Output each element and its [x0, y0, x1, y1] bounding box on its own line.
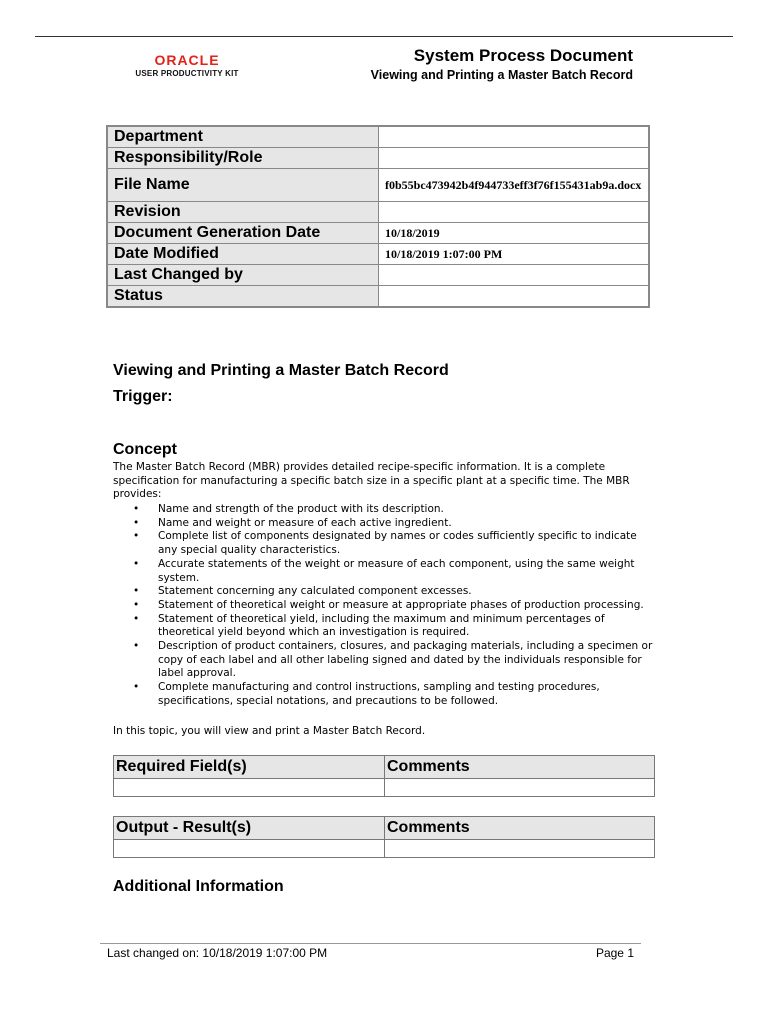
- concept-intro: The Master Batch Record (MBR) provides detailed recipe-specific information. It is a complete specification for manufacturing a specific batch size in a specific plant at a specific time. The MBR provides:: [113, 461, 630, 501]
- bullet-icon: •: [133, 612, 140, 625]
- bullet-icon: •: [133, 530, 140, 543]
- list-item-text: Statement of theoretical weight or measure at appropriate phases of production processing.: [158, 598, 644, 611]
- topic-closing-text: In this topic, you will view and print a Master Batch Record.: [113, 725, 426, 737]
- bullet-icon: •: [133, 585, 140, 598]
- table-cell: [114, 840, 385, 858]
- meta-row-date-modified: [107, 244, 649, 265]
- list-item: [113, 640, 653, 681]
- list-item-text: Description of product containers, closures, and packaging materials, including a specimen or copy of each label and all other labeling signed and dated by the individuals responsible for label approval.: [158, 640, 653, 680]
- list-item: [113, 517, 653, 531]
- document-metadata-table: [106, 125, 650, 308]
- required-fields-table: [113, 755, 655, 797]
- meta-value: 10/18/2019 1:07:00 PM: [379, 244, 650, 265]
- bullet-icon: •: [133, 557, 140, 570]
- column-header-comments: Comments: [385, 817, 655, 840]
- bullet-icon: •: [133, 681, 140, 694]
- meta-row-revision: [107, 202, 649, 223]
- table-cell: [385, 779, 655, 797]
- footer-last-changed: Last changed on: 10/18/2019 1:07:00 PM: [107, 946, 328, 960]
- footer-rule: [100, 943, 641, 944]
- meta-row-last-changed-by: [107, 265, 649, 286]
- additional-info-heading: Additional Information: [113, 878, 284, 895]
- meta-label: Status: [107, 286, 379, 308]
- footer-page-number: Page 1: [595, 946, 634, 960]
- column-header-comments: Comments: [385, 756, 655, 779]
- logo-brand: ORACLE: [154, 52, 220, 68]
- list-item: [113, 558, 653, 585]
- list-item: [113, 599, 653, 613]
- meta-row-role: [107, 148, 649, 169]
- list-item-text: Name and strength of the product with its description.: [158, 503, 444, 515]
- bullet-icon: •: [133, 516, 140, 529]
- concept-heading: Concept: [113, 441, 177, 458]
- meta-row-file-name: [107, 169, 649, 202]
- meta-row-generation-date: [107, 223, 649, 244]
- list-item: [113, 613, 653, 640]
- list-item-text: Name and weight or measure of each active ingredient.: [158, 516, 452, 529]
- meta-label: Date Modified: [107, 244, 379, 265]
- topic-heading: Viewing and Printing a Master Batch Record: [113, 362, 449, 379]
- list-item-text: Statement concerning any calculated component excesses.: [158, 585, 472, 598]
- oracle-upk-logo: [122, 52, 252, 80]
- meta-value: [379, 126, 650, 148]
- list-item-text: Complete manufacturing and control instructions, sampling and testing procedures, specifications, special notations, and precautions to be followed.: [158, 681, 600, 707]
- meta-label: Responsibility/Role: [107, 148, 379, 169]
- meta-value: [379, 286, 650, 308]
- meta-label: Revision: [107, 202, 379, 223]
- logo-product: USER PRODUCTIVITY KIT: [135, 69, 239, 78]
- list-item-text: Accurate statements of the weight or measure of each component, using the same weight system.: [158, 557, 635, 584]
- meta-value: f0b55bc473942b4f944733eff3f76f155431ab9a.docx: [379, 169, 650, 202]
- meta-label: File Name: [107, 169, 379, 202]
- document-title: System Process Document: [413, 46, 633, 65]
- meta-row-department: [107, 126, 649, 148]
- mbr-provides-list: [113, 503, 653, 709]
- meta-label: Department: [107, 126, 379, 148]
- table-header-row: [114, 756, 655, 779]
- header-rule: [35, 36, 733, 37]
- bullet-icon: •: [133, 503, 140, 515]
- bullet-icon: •: [133, 640, 140, 653]
- table-row: [114, 779, 655, 797]
- meta-value: [379, 265, 650, 286]
- meta-value: 10/18/2019: [379, 223, 650, 244]
- list-item-text: Statement of theoretical yield, including the maximum and minimum percentages of theoretical yield beyond which an investigation is required.: [158, 612, 605, 639]
- table-row: [114, 840, 655, 858]
- table-cell: [385, 840, 655, 858]
- list-item: [113, 530, 653, 557]
- meta-row-status: [107, 286, 649, 308]
- bullet-icon: •: [133, 598, 140, 611]
- column-header-output-results: Output - Result(s): [114, 817, 385, 840]
- document-subtitle: Viewing and Printing a Master Batch Record: [370, 68, 633, 82]
- trigger-heading: Trigger:: [113, 388, 173, 405]
- meta-label: Document Generation Date: [107, 223, 379, 244]
- meta-value: [379, 148, 650, 169]
- meta-value: [379, 202, 650, 223]
- table-cell: [114, 779, 385, 797]
- list-item: [113, 585, 653, 599]
- column-header-required-fields: Required Field(s): [114, 756, 385, 779]
- list-item: [113, 681, 653, 708]
- list-item: [113, 503, 653, 517]
- meta-label: Last Changed by: [107, 265, 379, 286]
- list-item-text: Complete list of components designated by names or codes sufficiently specific to indicate any special quality characteristics.: [158, 530, 637, 557]
- table-header-row: [114, 817, 655, 840]
- output-results-table: [113, 816, 655, 858]
